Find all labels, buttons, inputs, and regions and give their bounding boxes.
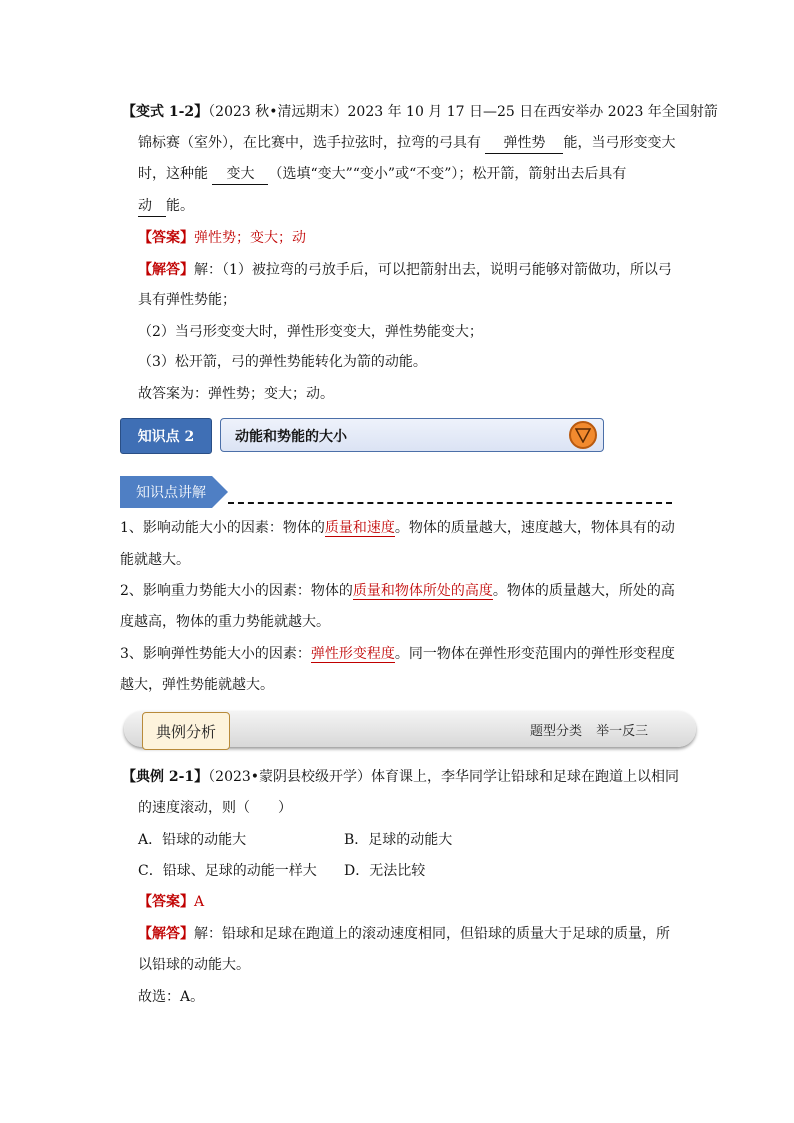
- variant-text: 锦标赛（室外），在比赛中，选手拉弦时，拉弯的弓具有: [138, 135, 481, 151]
- answer-text: A: [194, 894, 205, 910]
- knowledge-point-title-bar: [220, 418, 604, 452]
- fill-blank-2: 变大: [212, 164, 268, 185]
- knowledge-text: 3、影响弹性势能大小的因素：: [120, 646, 311, 662]
- variant-tag: 【变式 1-2】: [122, 104, 209, 120]
- variant-solution-3: （3）松开箭，弓的弹性势能转化为箭的动能。: [138, 354, 427, 370]
- variant-text: 能，当弓形变变大: [563, 135, 676, 151]
- variant-text: 能。: [166, 198, 194, 214]
- knowledge-point-label: 知识点 2: [120, 418, 212, 454]
- option-c[interactable]: C．铅球、足球的动能一样大: [138, 863, 317, 879]
- variant-solution-1b: 具有弹性势能；: [138, 292, 236, 308]
- example-solution-2: 以铅球的动能大。: [138, 957, 250, 973]
- example-tag: 【典例 2-1】: [122, 769, 209, 785]
- option-d[interactable]: D．无法比较: [344, 863, 426, 879]
- answer-tag: 【答案】: [138, 894, 194, 910]
- dashed-divider: [228, 502, 672, 504]
- variant-solution-1: [138, 260, 672, 280]
- example-text: （2023•蒙阴县校级开学）体育课上，李华同学让铅球和足球在跑道上以相同: [208, 769, 680, 785]
- variant-text: 时，这种能: [138, 166, 208, 182]
- example-solution-1: [138, 924, 670, 944]
- example-section-subtitle: 题型分类 举一反三: [530, 724, 649, 739]
- example-section-label: 典例分析: [142, 712, 230, 750]
- fill-blank-1: 弹性势: [485, 133, 563, 154]
- knowledge-point-title: 动能和势能的大小: [235, 429, 347, 445]
- variant-line-3: [138, 164, 626, 185]
- section-tab: [120, 476, 216, 508]
- knowledge-text: 。物体的质量越大，所处的高: [492, 583, 675, 599]
- option-a[interactable]: A．铅球的动能大: [138, 832, 247, 848]
- knowledge-p2-line1: [120, 581, 675, 601]
- variant-solution-2: （2）当弓形变变大时，弹性形变变大，弹性势能变大；: [138, 324, 483, 340]
- example-line-2: 的速度滚动，则（ ）: [138, 800, 292, 816]
- key-term: 质量和速度: [324, 520, 395, 536]
- solution-tag: 【解答】: [138, 926, 194, 942]
- example-answer: [138, 892, 204, 912]
- variant-final: 故答案为：弹性势；变大；动。: [138, 386, 334, 402]
- answer-tag: 【答案】: [138, 230, 194, 246]
- section-tab-label: 知识点讲解: [136, 485, 206, 501]
- knowledge-p1-line2: 能就越大。: [120, 552, 190, 568]
- knowledge-text: 1、影响动能大小的因素：物体的: [120, 520, 325, 536]
- variant-line-1: [122, 102, 718, 122]
- knowledge-text: 。物体的质量越大，速度越大，物体具有的动: [394, 520, 675, 536]
- variant-text: （选填“变大”“变小”或“不变”）；松开箭，箭射出去后具有: [268, 166, 627, 182]
- knowledge-text: 2、影响重力势能大小的因素：物体的: [120, 583, 353, 599]
- knowledge-p3-line1: [120, 644, 675, 664]
- solution-tag: 【解答】: [138, 262, 194, 278]
- variant-text: （2023 秋•清远期末）2023 年 10 月 17 日—25 日在西安举办 2023 年全国射箭: [208, 104, 718, 120]
- example-line-1: [122, 767, 679, 787]
- key-term: 弹性形变程度: [310, 646, 395, 662]
- example-final: 故选：A。: [138, 989, 205, 1005]
- option-b[interactable]: B．足球的动能大: [344, 832, 453, 848]
- fill-blank-3: 动: [138, 196, 166, 217]
- knowledge-p1-line1: [120, 518, 675, 538]
- knowledge-p2-line2: 度越高，物体的重力势能就越大。: [120, 614, 330, 630]
- triangle-down-icon-svg: [575, 428, 591, 443]
- solution-text: 解：铅球和足球在跑道上的滚动速度相同，但铅球的质量大于足球的质量，所: [194, 926, 670, 942]
- variant-line-2: [138, 133, 675, 154]
- variant-line-4: [138, 196, 194, 217]
- answer-text: 弹性势；变大；动: [194, 230, 306, 246]
- knowledge-p3-line2: 越大，弹性势能就越大。: [120, 677, 274, 693]
- triangle-down-icon[interactable]: [569, 421, 597, 449]
- variant-answer: [138, 228, 306, 248]
- knowledge-text: 。同一物体在弹性形变范围内的弹性形变程度: [394, 646, 675, 662]
- solution-text: 解：（1）被拉弯的弓放手后，可以把箭射出去，说明弓能够对箭做功，所以弓: [194, 262, 672, 278]
- key-term: 质量和物体所处的高度: [352, 583, 493, 599]
